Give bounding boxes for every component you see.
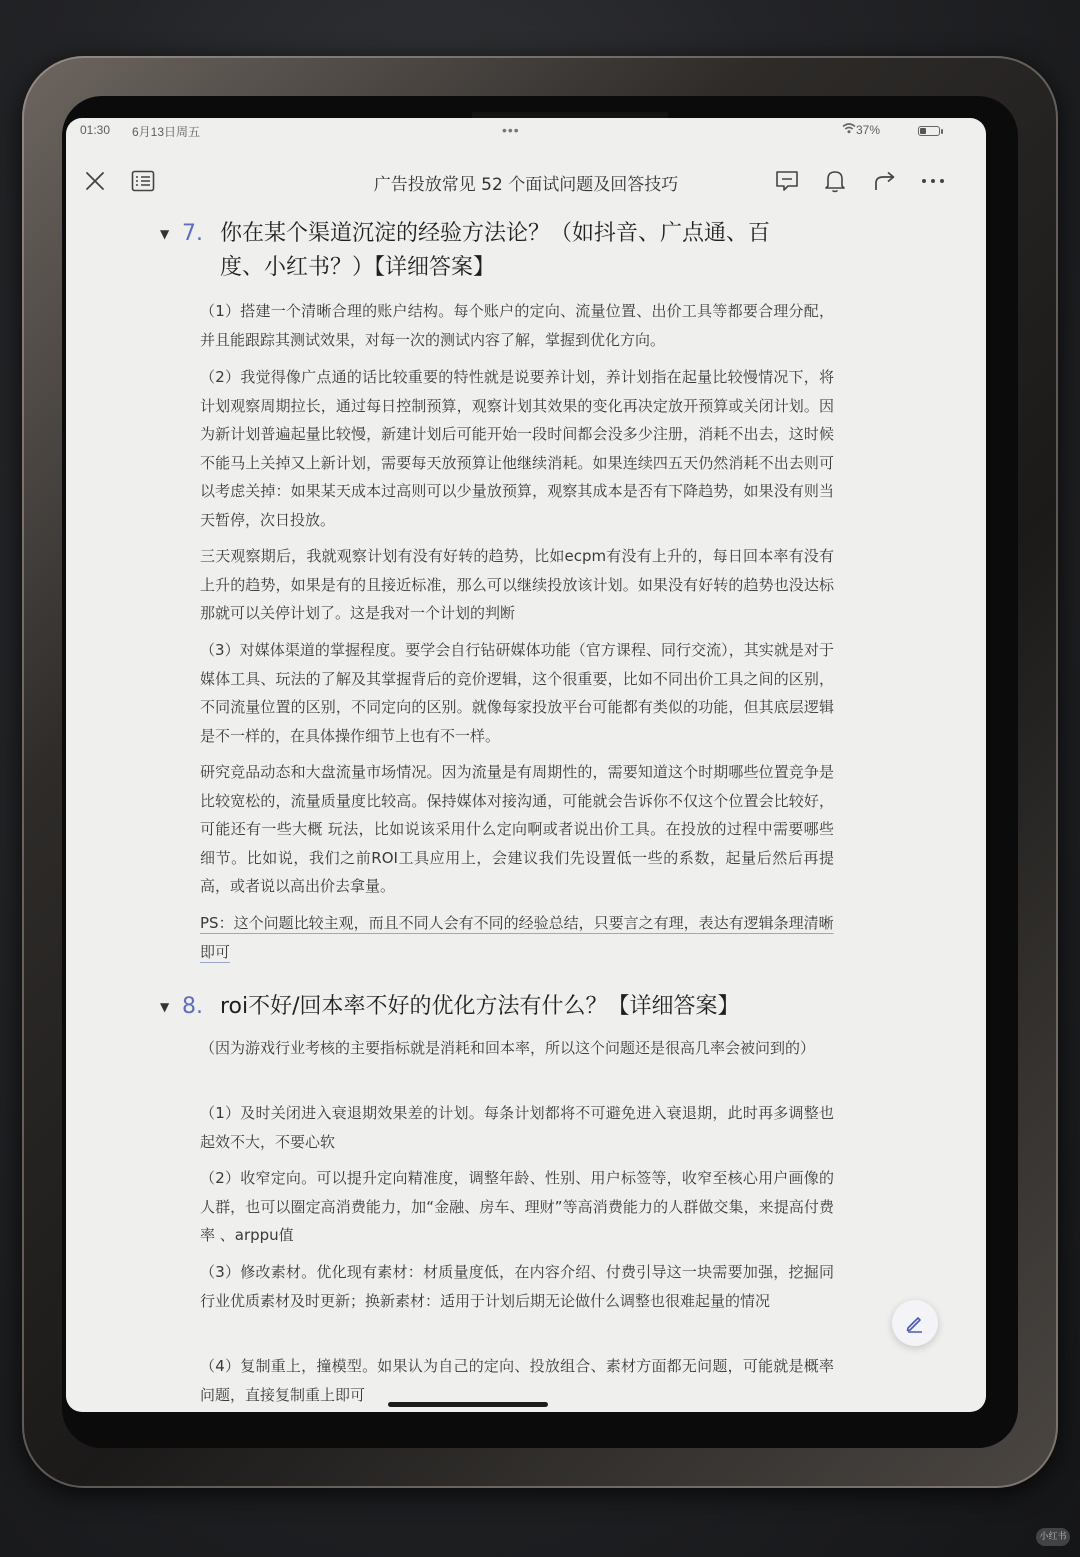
heading-line: roi不好/回本率不好的优化方法有什么？【详细答案】 bbox=[220, 994, 740, 1019]
paragraph: （3）对媒体渠道的掌握程度。要学会自行钻研媒体功能（官方课程、同行交流），其实就是对于媒体工具、玩法的了解及其掌握背后的竞价逻辑，这个很重要，比如不同出价工具之间的区别，不同流量位置的区别，不同定向的区别。就像每家投放平台可能都有类似的功能，但其底层逻辑是不一样的，在具体操作细节上也有不一样。 bbox=[200, 641, 834, 745]
comment-icon bbox=[775, 170, 799, 192]
share-button[interactable] bbox=[868, 164, 902, 198]
outline-icon bbox=[131, 170, 155, 192]
home-indicator[interactable] bbox=[388, 1402, 548, 1407]
paragraph: （2）我觉得像广点通的话比较重要的特性就是说要养计划，养计划指在起量比较慢情况下，将计划观察周期拉长，通过每日控制预算，观察计划其效果的变化再决定放开预算或关闭计划。因为新计划普遍起量比较慢，新建计划后可能开始一段时间都会没多少注册，消耗不出去，这时候不能马上关掉又上新计划，需要每天放预算让他继续消耗。如果连续四五天仍然消耗不出去则可以考虑关掉：如果某天成本过高则可以少量放预算，观察其成本是否有下降趋势，如果没有则当天暂停，次日投放。 bbox=[200, 368, 834, 529]
collapse-caret-icon[interactable]: ▼ bbox=[160, 227, 170, 241]
bell-icon bbox=[824, 169, 846, 193]
document-title: 广告投放常见 52 个面试问题及回答技巧 bbox=[373, 175, 679, 195]
question-number: 8. bbox=[182, 994, 203, 1019]
question-7-heading bbox=[160, 217, 822, 285]
more-icon bbox=[921, 177, 945, 185]
collapse-caret-icon[interactable]: ▼ bbox=[160, 1000, 170, 1014]
paragraph: （3）修改素材。优化现有素材：材质量度低，在内容介绍、付费引导这一块需要加强，挖掘同行业优质素材及时更新；换新素材：适用于计划后期无论做什么调整也很难起量的情况 bbox=[200, 1263, 834, 1310]
paragraph: （1）及时关闭进入衰退期效果差的计划。每条计划都将不可避免进入衰退期，此时再多调整也起效不大，不要心软 bbox=[200, 1104, 834, 1151]
paragraph: （1）搭建一个清晰合理的账户结构。每个账户的定向、流量位置、出价工具等都要合理分配，并且能跟踪其测试效果，对每一次的测试内容了解，掌握到优化方向。 bbox=[200, 302, 834, 349]
paragraph: （2）收窄定向。可以提升定向精准度，调整年龄、性别、用户标签等，收窄至核心用户画像的人群，也可以圈定高消费能力，加“金融、房车、理财”等高消费能力的人群做交集，来提高付费率 、arppu值 bbox=[200, 1169, 834, 1245]
question-8-heading bbox=[160, 990, 822, 1024]
question-number: 7. bbox=[182, 221, 203, 246]
share-icon bbox=[873, 170, 897, 192]
paragraph: 研究竞品动态和大盘流量市场情况。因为流量是有周期性的，需要知道这个时期哪些位置竞争是比较宽松的，流量质量度比较高。保持媒体对接沟通，可能就会告诉你不仅这个位置会比较好，可能还有一些大概 玩法，比如说该采用什么定向啊或者说出价工具。在投放的过程中需要哪些细节。比如说，我们之前ROI工具应用上，会建议我们先设置低一些的系数，起量后然后再提高，或者说以高出价去拿量。 bbox=[200, 763, 834, 896]
more-button[interactable] bbox=[916, 164, 950, 198]
watermark-logo: 小红书 bbox=[1036, 1528, 1070, 1546]
heading-line: 你在某个渠道沉淀的经验方法论？（如抖音、广点通、百 bbox=[220, 221, 771, 246]
heading-line: 度、小红书？）【详细答案】 bbox=[220, 255, 496, 280]
close-button[interactable] bbox=[78, 164, 112, 198]
comment-button[interactable] bbox=[770, 164, 804, 198]
wifi-icon bbox=[842, 122, 856, 137]
battery-level-fill bbox=[920, 128, 926, 134]
battery-icon bbox=[918, 126, 940, 136]
ps-note bbox=[200, 909, 834, 966]
multitask-dots-icon[interactable]: ••• bbox=[502, 122, 520, 138]
battery-tip bbox=[941, 129, 943, 134]
app-screen bbox=[66, 118, 986, 1412]
outline-button[interactable] bbox=[126, 164, 160, 198]
paragraph: （4）复制重上，撞模型。如果认为自己的定向、投放组合、素材方面都无问题，可能就是概率问题，直接复制重上即可 bbox=[200, 1357, 834, 1404]
status-bar bbox=[66, 118, 986, 144]
status-time: 01:30 bbox=[80, 123, 111, 137]
paragraph: 三天观察期后，我就观察计划有没有好转的趋势，比如ecpm有没有上升的，每日回本率有没有上升的趋势，如果是有的且接近标准，那么可以继续投放该计划。如果没有好转的趋势也没达标那就可以关停计划了。这是我对一个计划的判断 bbox=[200, 547, 834, 623]
notification-button[interactable] bbox=[818, 164, 852, 198]
battery-percent: 37% bbox=[856, 123, 881, 137]
top-navigation-bar bbox=[66, 158, 986, 204]
status-date: 6月13日周五 bbox=[132, 125, 201, 139]
pencil-icon bbox=[905, 1313, 925, 1333]
document-content bbox=[66, 214, 986, 1412]
close-icon bbox=[84, 170, 106, 192]
edit-button[interactable] bbox=[892, 1300, 938, 1346]
ps-text: PS：这个问题比较主观，而且不同人会有不同的经验总结，只要言之有理，表达有逻辑条理清晰即可 bbox=[200, 914, 834, 961]
paragraph: （因为游戏行业考核的主要指标就是消耗和回本率，所以这个问题还是很高几率会被问到的） bbox=[200, 1039, 816, 1057]
